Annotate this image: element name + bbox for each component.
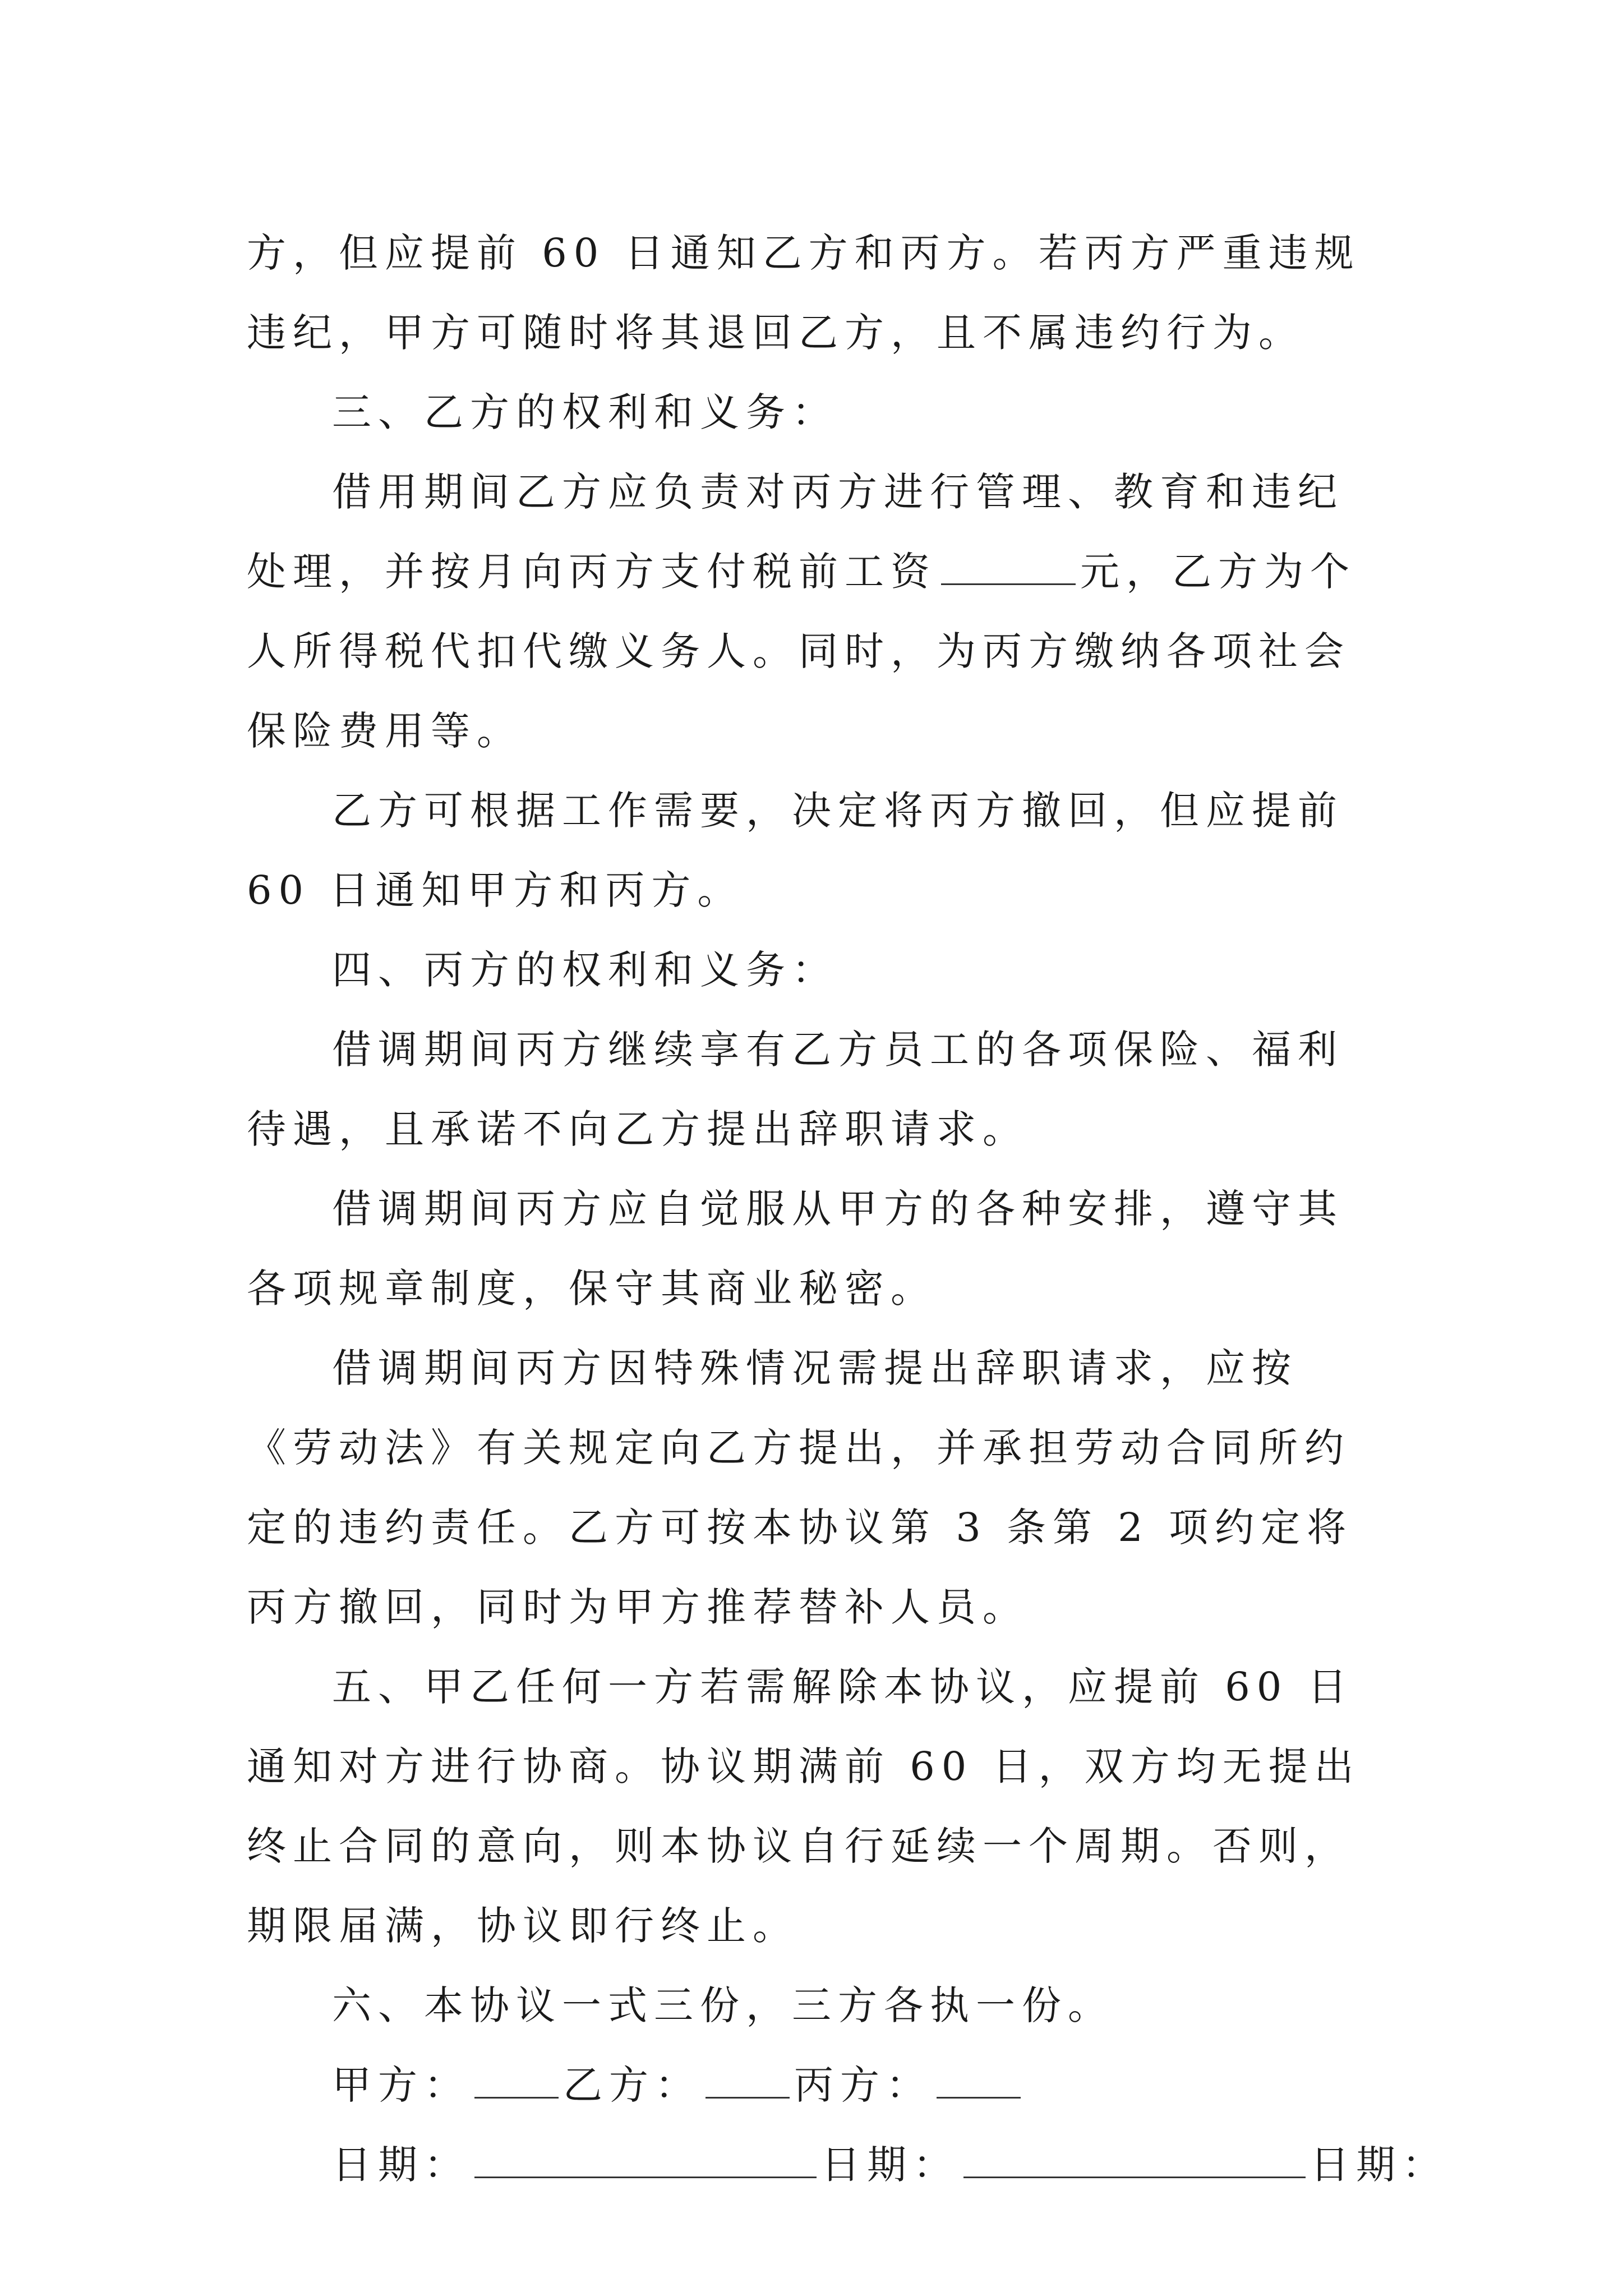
party-b-label: 乙方： [563,2062,701,2108]
party-a-blank [474,2064,559,2099]
document-page [247,213,1448,2205]
section-3-paragraph-1-part-1: 借用期间乙方应负责对丙方进行管理、教育和违纪处理，并按月向丙方支付税前工资 [247,469,1344,595]
signature-line [247,2045,1385,2125]
section-4-paragraph-1: 借调期间丙方继续享有乙方员工的各项保险、福利待遇，且承诺不向乙方提出辞职请求。 [247,1027,1344,1152]
section-3-paragraph-1-part-2: 元，乙方为个人所得税代扣代缴义务人。同时，为丙方缴纳各项社会保险费用等。 [247,549,1356,754]
party-c-label: 丙方： [794,2062,932,2108]
party-a-label: 甲方： [332,2062,470,2108]
section-3-paragraph-1 [247,452,1385,771]
date-label-1: 日期： [332,2142,470,2188]
section-3-heading: 三、乙方的权利和义务： [332,389,838,435]
party-c-blank [937,2064,1021,2099]
date-blank-1 [474,2144,817,2178]
date-line [247,2125,1448,2205]
section-3-paragraph-2: 乙方可根据工作需要，决定将丙方撤回，但应提前 60 日通知甲方和丙方。 [247,788,1363,913]
paragraph-continuation: 方，但应提前 60 日通知乙方和丙方。若丙方严重违规违纪，甲方可随时将其退回乙方，且不属违约行为。 [247,230,1361,356]
party-b-blank [706,2064,790,2099]
section-5-paragraph: 五、甲乙任何一方若需解除本协议，应提前 60 日通知对方进行协商。协议期满前 60 日，双方均无提出终止合同的意向，则本协议自行延续一个周期。否则，期限届满，协议即行终止。 [247,1664,1361,1949]
section-4-paragraph-2: 借调期间丙方应自觉服从甲方的各种安排，遵守其各项规章制度，保守其商业秘密。 [247,1186,1344,1312]
date-blank-2 [963,2144,1306,2178]
section-4-paragraph-3: 借调期间丙方因特殊情况需提出辞职请求，应按《劳动法》有关规定向乙方提出，并承担劳动合同所约定的违约责任。乙方可按本协议第 3 条第 2 项约定将丙方撤回，同时为甲方推荐替补人员。 [247,1345,1353,1630]
section-4-heading: 四、丙方的权利和义务： [332,947,838,993]
salary-blank [941,551,1076,585]
date-label-2: 日期： [821,2142,959,2188]
date-label-3: 日期： [1310,2142,1448,2188]
section-6-paragraph: 六、本协议一式三份，三方各执一份。 [332,1982,1114,2028]
